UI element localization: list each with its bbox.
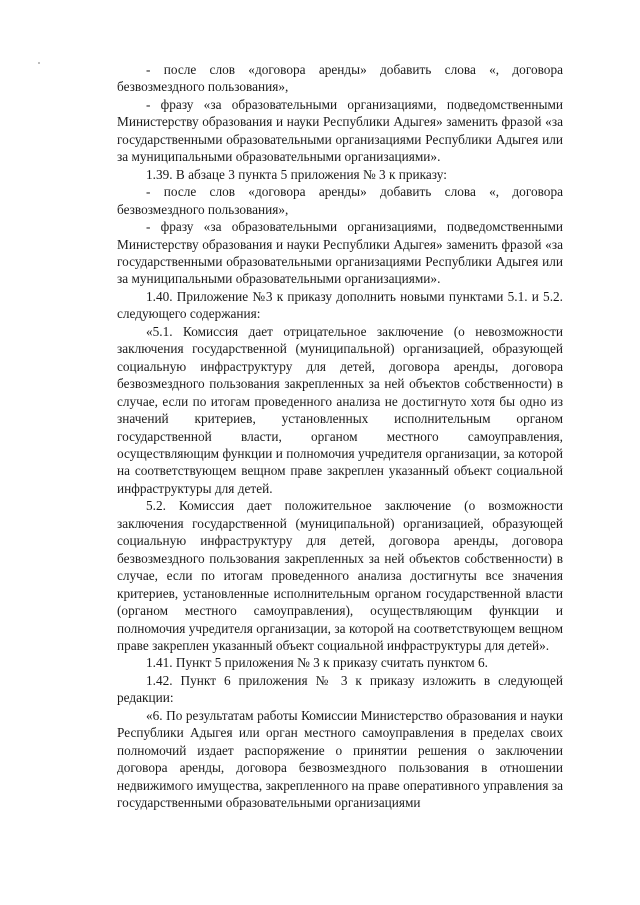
paragraph-6: «6. По результатам работы Комиссии Министерство образования и науки Республики Адыгея или орган местного самоуправления в пределах своих полномочий издает распоряжение о принятии решения о заключении договора аренды, договора безвозмездного пользования в отношении недвижимого имущества, закрепленного на праве оперативного управления за государственными образовательными организациями bbox=[117, 707, 563, 811]
paragraph-1-38-bullet-1: - после слов «договора аренды» добавить слова «, договора безвозмездного пользования», bbox=[117, 62, 563, 95]
scan-speck bbox=[38, 62, 40, 64]
paragraph-5-1: «5.1. Комиссия дает отрицательное заключение (о невозможности заключения государственной (муниципальной) организацией, образующей социальную инфраструктуру для детей, договора аренды, договора безвозмездного пользования закрепленных за ней объектов собственности) в случае, если по итогам проведенного анализа не достигнуто хотя бы одно из значений критериев, установленных исполнительным органом государственной власти, органом местного самоуправления, осуществляющим функции и полномочия учредителя организации, за которой на соответствующем вещном праве закреплен указанный объект социальной инфраструктуры для детей. bbox=[117, 323, 563, 496]
paragraph-1-40: 1.40. Приложение №3 к приказу дополнить новыми пунктами 5.1. и 5.2. следующего содержания: bbox=[117, 288, 563, 322]
paragraph-1-41: 1.41. Пункт 5 приложения № 3 к приказу считать пунктом 6. bbox=[146, 655, 488, 671]
document-body bbox=[117, 61, 563, 811]
paragraph-5-2: 5.2. Комиссия дает положительное заключение (о возможности заключения государственной (муниципальной) организацией, образующей социальную инфраструктуру для детей, договора аренды, договора безвозмездного пользования закрепленных за ней объектов собственности) в случае, если по итогам проведенного анализа достигнуты все значения критериев, установленные исполнительным органом государственной власти (органом местного самоуправления), осуществляющим функции и полномочия учредителя организации, за которой на соответствующем вещном праве закреплен указанный объект социальной инфраструктуры для детей». bbox=[117, 498, 563, 653]
paragraph-1-39: 1.39. В абзаце 3 пункта 5 приложения № 3 к приказу: bbox=[146, 166, 447, 182]
paragraph-1-38-bullet-2: - фразу «за образовательными организациями, подведомственными Министерству образования и науки Республики Адыгея» заменить фразой «за государственными образовательными организациями Республики Адыгея или за муниципальными образовательными организациями». bbox=[117, 96, 563, 165]
paragraph-1-39-bullet-1: - после слов «договора аренды» добавить слова «, договора безвозмездного пользования», bbox=[117, 184, 563, 217]
paragraph-1-39-bullet-2: - фразу «за образовательными организациями, подведомственными Министерству образования и науки Республики Адыгея» заменить фразой «за государственными образовательными организациями Республики Адыгея или за муниципальными образовательными организациями». bbox=[117, 219, 563, 287]
paragraph-1-42: 1.42. Пункт 6 приложения № 3 к приказу изложить в следующей редакции: bbox=[117, 672, 563, 706]
